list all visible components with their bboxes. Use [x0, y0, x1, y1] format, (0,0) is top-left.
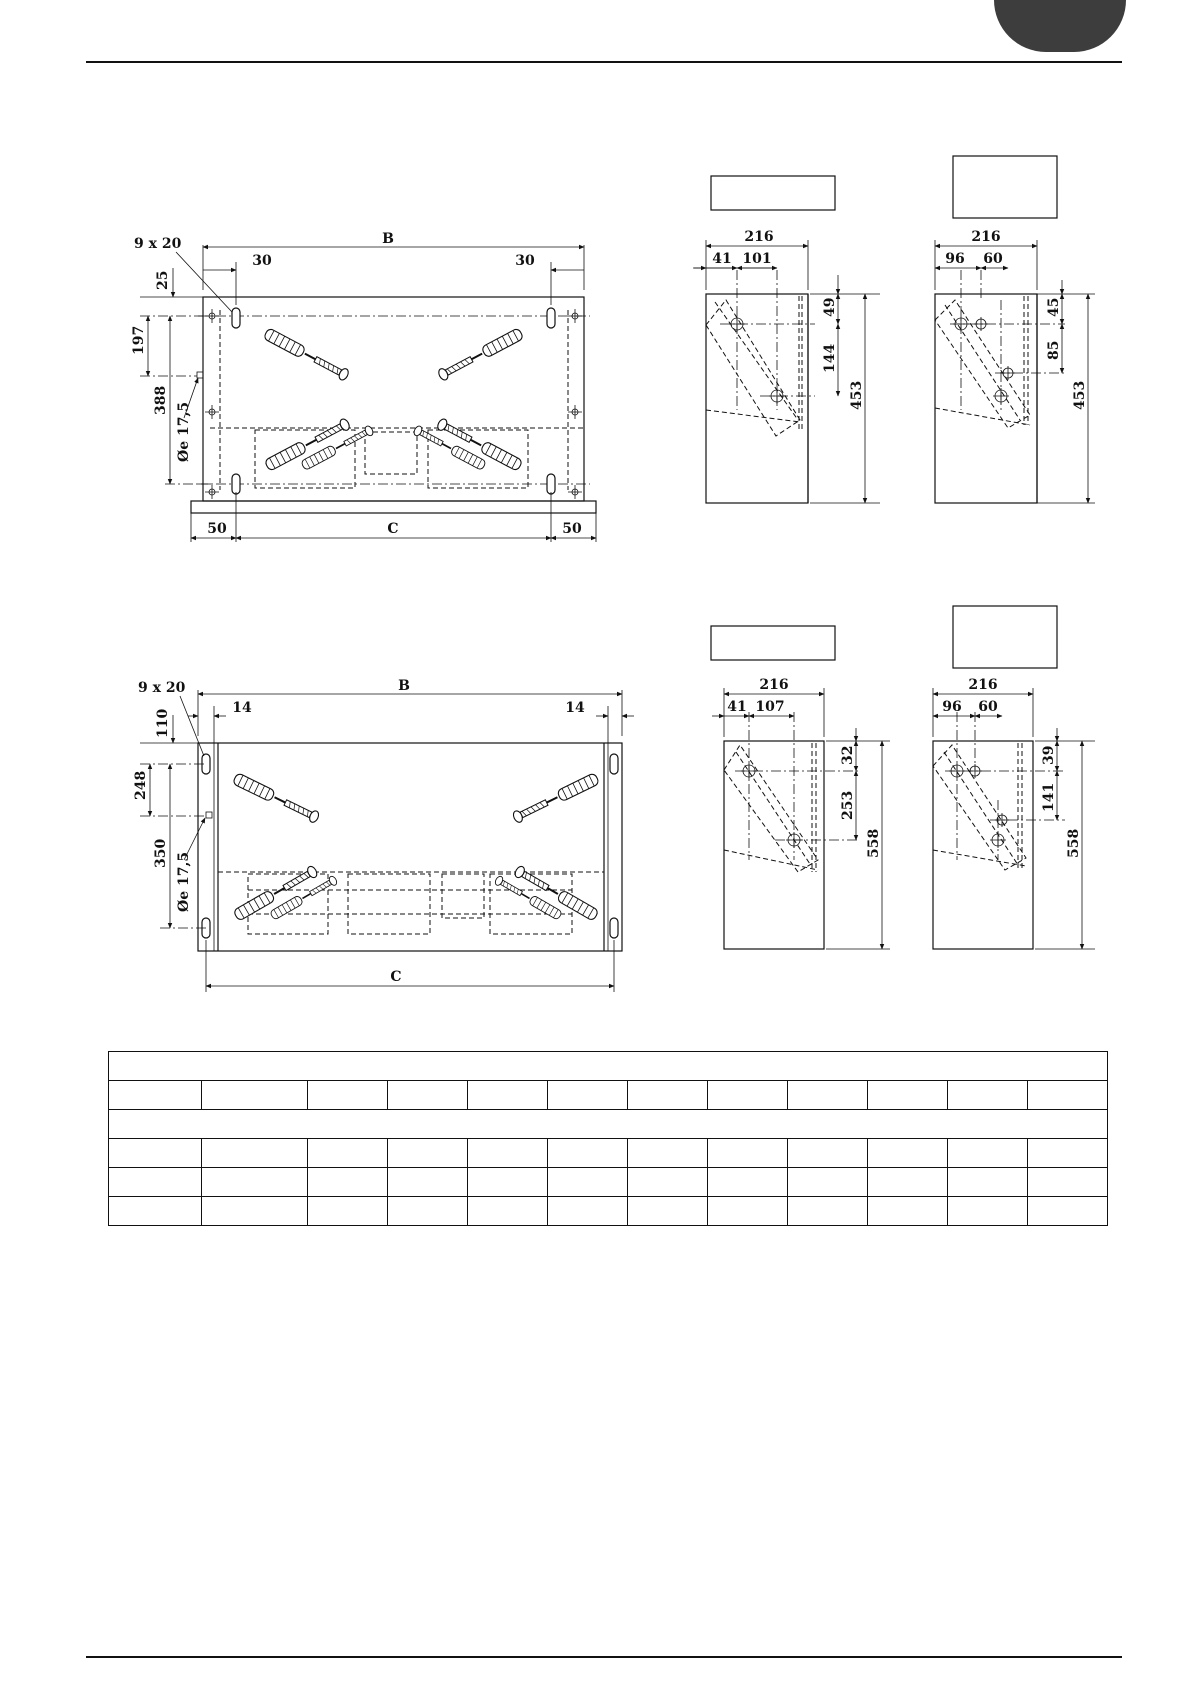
dim-edge-left: 14 — [232, 700, 252, 716]
dim-edge-right: 30 — [515, 253, 535, 269]
dim-y2: 253 — [840, 790, 856, 820]
dim-height: 453 — [1072, 380, 1088, 410]
hole-diameter-label: Øe 17,5 — [176, 851, 192, 912]
anchor-icon — [437, 328, 524, 382]
dim-y1: 49 — [822, 297, 838, 317]
dim-width: 216 — [759, 677, 789, 693]
slot-bottom-right — [610, 918, 618, 938]
slot-label: 9 x 20 — [134, 236, 182, 252]
slot-label: 9 x 20 — [138, 680, 186, 696]
dim-x2: 60 — [978, 699, 998, 715]
dim-lower-height: 350 — [153, 838, 169, 868]
dim-margin-right: 50 — [562, 521, 582, 537]
dim-x2: 60 — [983, 251, 1003, 267]
caption-box — [711, 176, 835, 210]
caption-box — [711, 626, 835, 660]
dim-x2: 107 — [755, 699, 785, 715]
caption-box — [953, 156, 1057, 218]
dim-edge-right: 14 — [565, 700, 585, 716]
dim-width: 216 — [968, 677, 998, 693]
dim-base-c: C — [390, 969, 402, 985]
dim-edge-left: 30 — [252, 253, 272, 269]
dim-width: 216 — [744, 229, 774, 245]
dim-upper-height: 197 — [131, 325, 147, 355]
top-side-view-b — [935, 156, 1095, 503]
anchor-icon — [494, 875, 563, 920]
table-row — [109, 1052, 1108, 1081]
top-side-view-a — [693, 176, 880, 503]
slot-top-right — [610, 754, 618, 774]
table-row — [109, 1168, 1108, 1197]
footer-rule — [86, 1656, 1122, 1658]
caption-box — [953, 606, 1057, 668]
top-unit-outline — [203, 297, 584, 501]
dim-width-b: B — [398, 678, 410, 694]
bottom-side-view-b — [933, 606, 1095, 949]
dim-x1: 41 — [712, 251, 732, 267]
top-front-view — [131, 231, 596, 542]
dim-x1: 96 — [945, 251, 965, 267]
slot-bottom-left — [232, 474, 240, 494]
dim-margin-left: 50 — [207, 521, 227, 537]
slot-top-right — [547, 308, 555, 328]
table-row — [109, 1197, 1108, 1226]
dim-base-c: C — [387, 521, 399, 537]
table-row — [109, 1081, 1108, 1110]
anchor-icon — [512, 773, 600, 824]
top-base-plate — [191, 501, 596, 513]
dim-top-offset: 110 — [155, 708, 171, 738]
dim-y2: 144 — [822, 343, 838, 373]
anchor-icon — [270, 875, 339, 920]
dim-y2: 141 — [1041, 782, 1057, 812]
dim-width: 216 — [971, 229, 1001, 245]
dim-x2: 101 — [742, 251, 772, 267]
anchor-icon — [263, 328, 350, 382]
anchor-icon — [232, 773, 320, 824]
dim-y1: 45 — [1046, 297, 1062, 317]
dim-y1: 32 — [840, 745, 856, 765]
dim-lower-height: 388 — [153, 385, 169, 415]
bottom-side-view-a — [711, 626, 890, 949]
dim-x1: 96 — [942, 699, 962, 715]
slot-bottom-right — [547, 474, 555, 494]
slot-top-left — [232, 308, 240, 328]
table-row — [109, 1110, 1108, 1139]
dimensions-table — [108, 1051, 1108, 1226]
dim-y1: 39 — [1041, 745, 1057, 765]
dim-x1: 41 — [727, 699, 747, 715]
dim-height: 558 — [1066, 828, 1082, 858]
dim-upper-height: 248 — [133, 770, 149, 800]
dim-height: 558 — [866, 828, 882, 858]
dim-width-b: B — [382, 231, 394, 247]
table-row — [109, 1139, 1108, 1168]
dim-y2: 85 — [1046, 340, 1062, 360]
bottom-front-view — [133, 678, 634, 992]
hole-diameter-label: Øe 17,5 — [176, 401, 192, 462]
dim-top-offset: 25 — [155, 270, 171, 290]
bottom-unit-outline — [198, 743, 622, 951]
dim-height: 453 — [849, 380, 865, 410]
